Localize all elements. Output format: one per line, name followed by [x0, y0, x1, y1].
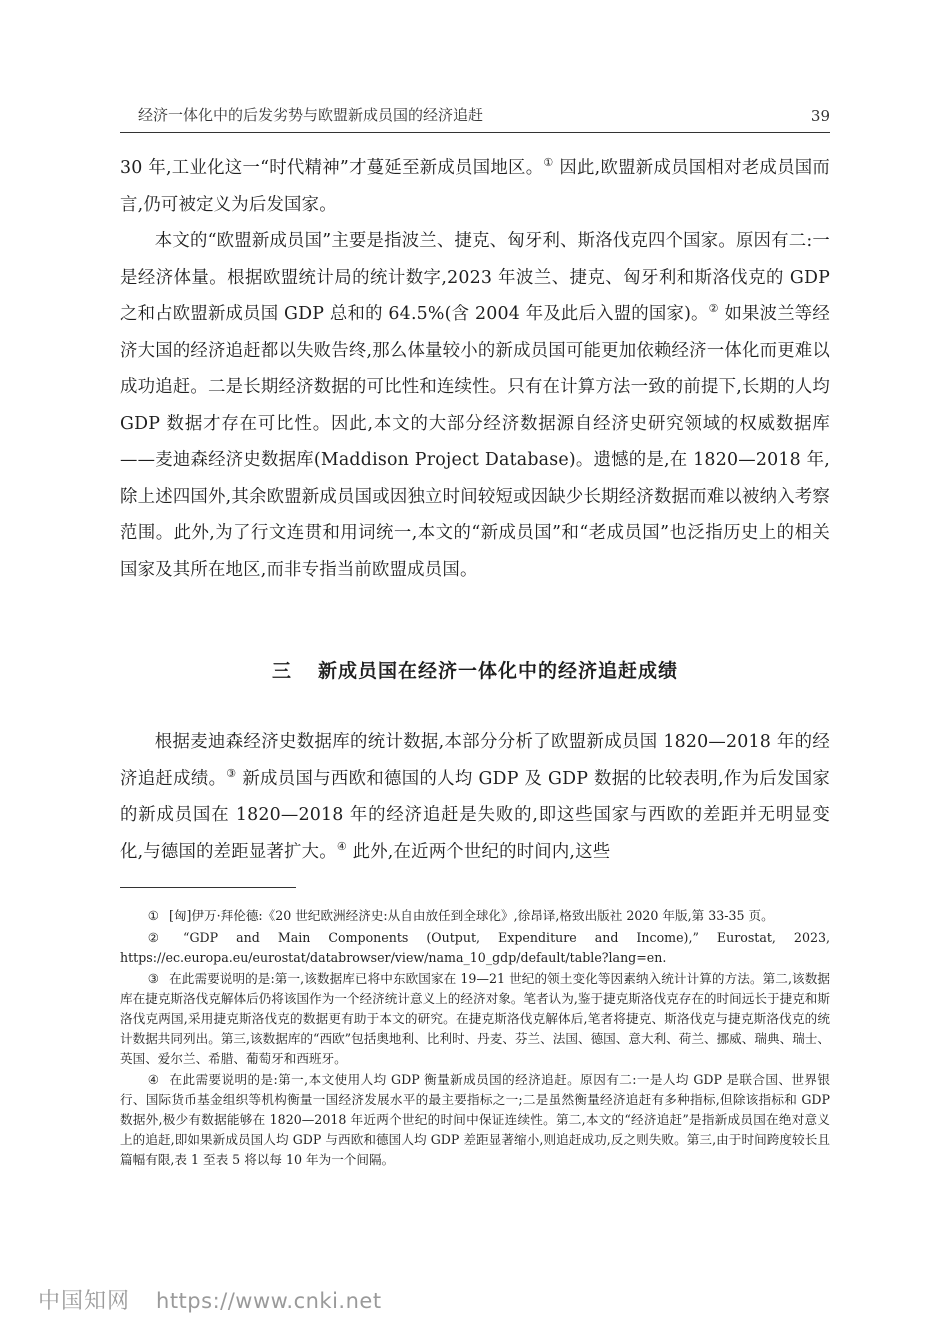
footnote: [120, 928, 830, 968]
footnote-text: “GDP and Main Components (Output, Expenditure and Income),” Eurostat, 2023, https://ec.europa.eu/eurostat/databrowser/view/nama_10_gdp/default/table?lang=en.: [120, 929, 830, 965]
watermark-brand: 中国知网: [38, 1289, 131, 1314]
footnote: [120, 969, 830, 1068]
running-title: 经济一体化中的后发劣势与欧盟新成员国的经济追赶: [138, 106, 484, 124]
section-number: 三: [271, 660, 292, 682]
footnote: [120, 1070, 830, 1169]
body-section-2: [120, 724, 830, 870]
footnote-text: 在此需要说明的是:第一,该数据库已将中东欧国家在 19—21 世纪的领土变化等因素纳入统计计算的方法。第二,该数据库在捷克斯洛伐克解体后仍将该国作为一个经济统计意义上的经济对象。笔者认为,鉴于捷克斯洛伐克存在的时间远长于捷克和斯洛伐克两国,采用捷克斯洛伐克的数据更有助于本文的研究。在捷克斯洛伐克解体后,笔者将捷克、斯洛伐克与捷克斯洛伐克的统计数据共同列出。第三,该数据库的“西欧”包括奥地利、比利时、丹麦、芬兰、法国、德国、意大利、荷兰、挪威、瑞典、瑞士、英国、爱尔兰、希腊、葡萄牙和西班牙。: [120, 971, 830, 1066]
section-heading: [120, 656, 830, 683]
footnote-mark: ③: [147, 971, 160, 987]
footnote-ref-1[interactable]: ①: [543, 156, 554, 170]
footnote-text: 在此需要说明的是:第一,本文使用人均 GDP 衡量新成员国的经济追赶。原因有二:一是人均 GDP 是联合国、世界银行、国际货币基金组织等机构衡量一国经济发展水平的最主要指标之一;二是虽然衡量经济追赶有多种指标,但除该指标和 GDP 数据外,极少有数据能够在 1820—2018 年近两个世纪的时间中保证连续性。第二,本文的“经济追赶”是指新成员国在绝对意义上的追赶,即如果新成员国人均 GDP 与西欧和德国人均 GDP 差距显著缩小,则追赶成功,反之则失败。第三,由于时间跨度较长且篇幅有限,表 1 至表 5 将以每 10 年为一个间隔。: [120, 1072, 831, 1167]
paragraph-new-member-definition: 本文的“欧盟新成员国”主要是指波兰、捷克、匈牙利、斯洛伐克四个国家。原因有二:一是经济体量。根据欧盟统计局的统计数字,2023 年波兰、捷克、匈牙利和斯洛伐克的 GDP 之和占欧盟新成员国 GDP 总和的 64.5%(含 2004 年及此后入盟的国家)。② 如果波兰等经济大国的经济追赶都以失败告终,那么体量较小的新成员国可能更加依赖经济一体化而更难以成功追赶。二是长期经济数据的可比性和连续性。只有在计算方法一致的前提下,长期的人均 GDP 数据才存在可比性。因此,本文的大部分经济数据源自经济史研究领域的权威数据库——麦迪森经济史数据库(Maddison Project Database)。遗憾的是,在 1820—2018 年,除上述四国外,其余欧盟新成员国或因独立时间较短或因缺少长期经济数据而难以被纳入考察范围。此外,为了行文连贯和用词统一,本文的“新成员国”和“老成员国”也泛指历史上的相关国家及其所在地区,而非专指当前欧盟成员国。: [120, 231, 830, 580]
footnote-separator: [120, 887, 296, 888]
footnote: [120, 906, 830, 926]
section-title: 新成员国在经济一体化中的经济追赶成绩: [318, 660, 679, 682]
paragraph-continued: 30 年,工业化这一“时代精神”才蔓延至新成员国地区。① 因此,欧盟新成员国相对老成员国而言,仍可被定义为后发国家。: [120, 156, 831, 215]
body-section-1: [120, 150, 830, 588]
running-header: [120, 104, 830, 125]
footnote-mark: ①: [147, 908, 160, 923]
page-number: 39: [810, 107, 830, 125]
footnote-text: [匈]伊万·拜伦德:《20 世纪欧洲经济史:从自由放任到全球化》,徐昂译,格致出版社 2020 年版,第 33-35 页。: [169, 908, 774, 923]
footnote-ref-2[interactable]: ②: [708, 302, 719, 316]
footnote-ref-3[interactable]: ③: [226, 766, 237, 780]
footnote-ref-4[interactable]: ④: [336, 839, 347, 853]
watermark-url[interactable]: https://www.cnki.net: [156, 1289, 382, 1313]
footnote-mark: ②: [147, 929, 174, 945]
footnote-mark: ④: [147, 1072, 160, 1088]
footnotes: [120, 906, 830, 1171]
paragraph-catchup-results: 根据麦迪森经济史数据库的统计数据,本部分分析了欧盟新成员国 1820—2018 年的经济追赶成绩。③ 新成员国与西欧和德国的人均 GDP 及 GDP 数据的比较表明,作为后发国家的新成员国在 1820—2018 年的经济追赶是失败的,即这些国家与西欧的差距并无明显变化,与德国的差距显著扩大。④ 此外,在近两个世纪的时间内,这些: [120, 732, 831, 862]
header-rule: [120, 132, 830, 133]
cnki-watermark: [38, 1284, 382, 1315]
